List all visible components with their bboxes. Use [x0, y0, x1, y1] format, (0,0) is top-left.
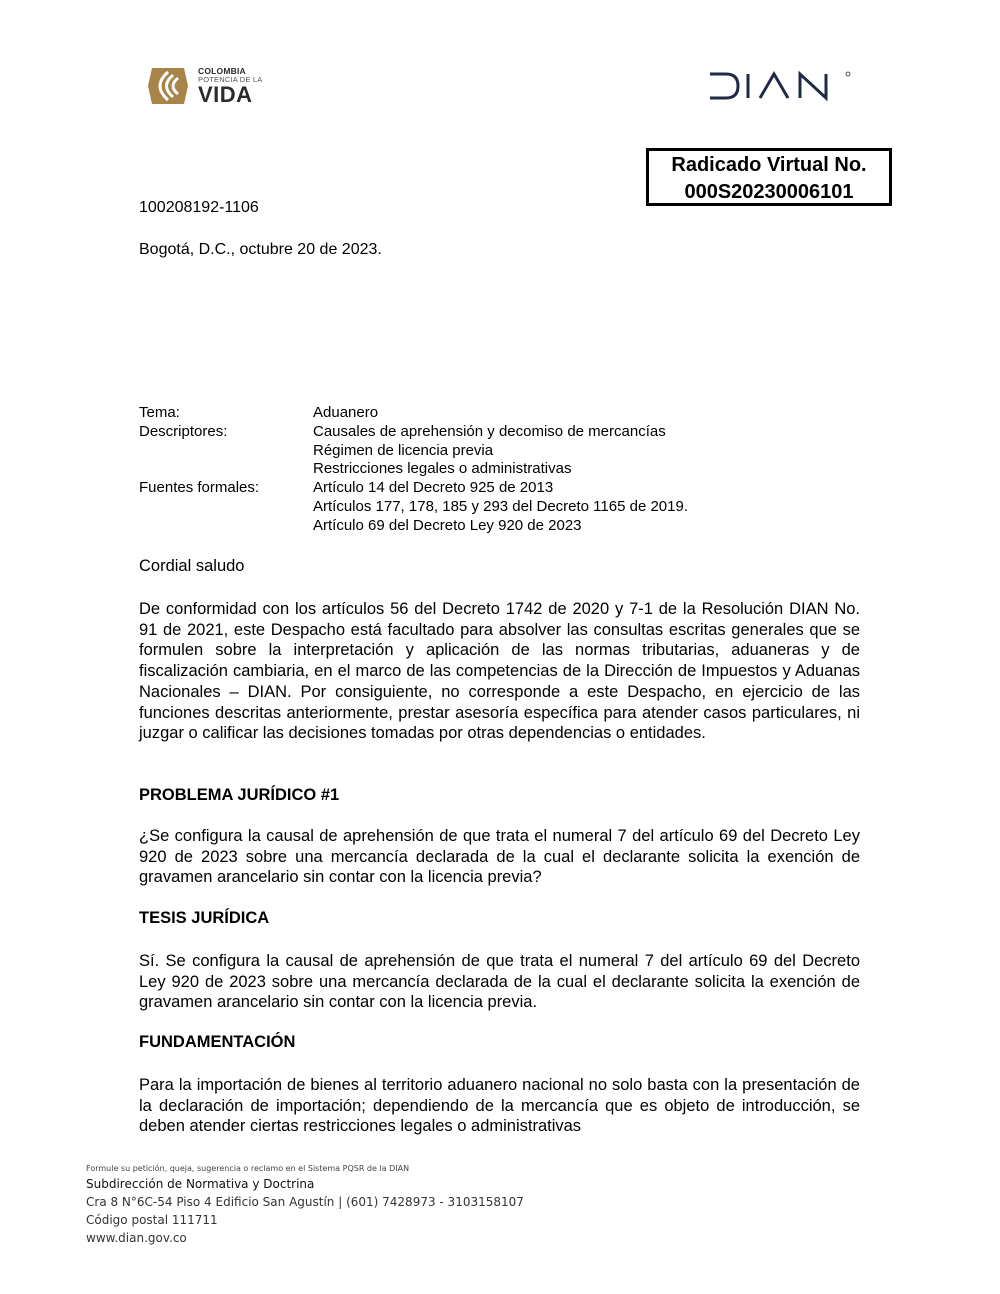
- meta-row-descriptores: [139, 423, 839, 442]
- date-line: Bogotá, D.C., octubre 20 de 2023.: [139, 241, 382, 258]
- paragraph-thesis: Sí. Se configura la causal de aprehensión de que trata el numeral 7 del artículo 69 del Decreto Ley 920 de 2023 sobre una mercancía declarada de la cual el declarante solicita la exención de gravamen arancelario sin contar con la licencia previa.: [139, 952, 860, 1012]
- descriptor-item: Régimen de licencia previa: [313, 441, 494, 459]
- colombia-logo-mark-icon: [148, 66, 190, 106]
- heading-tesis-juridica: TESIS JURÍDICA: [139, 909, 270, 927]
- heading-problema-juridico: PROBLEMA JURÍDICO #1: [139, 786, 340, 804]
- tema-value: Aduanero: [313, 404, 379, 421]
- descriptor-item: Causales de aprehensión y decomiso de mercancías: [313, 422, 666, 440]
- radicado-label: Radicado Virtual No.: [671, 154, 867, 176]
- paragraph-competence: De conformidad con los artículos 56 del Decreto 1742 de 2020 y 7-1 de la Resolución DIAN No. 91 de 2021, este Despacho está facultado para absolver las consultas escritas generales que se formulen sobre la interpretación y aplicación de las normas tributarias, aduaneras y de fiscalización cambiaria, en el marco de las competencias de la Dirección de Impuestos y Aduanas Nacionales – DIAN. Por consiguiente, no corresponde a este Despacho, en ejercicio de las funciones descritas anteriormente, prestar asesoría específica para atender casos particulares, ni juzgar o calificar las decisiones tomadas por otras dependencias o entidades.: [139, 600, 860, 743]
- meta-row: [139, 517, 839, 536]
- descriptor-item: Restricciones legales o administrativas: [313, 460, 572, 478]
- paragraph-problem: ¿Se configura la causal de aprehensión de que trata el numeral 7 del artículo 69 del Decreto Ley 920 de 2023 sobre una mercancía declarada de la cual el declarante solicita la exención de gravamen arancelario sin contar con la licencia previa?: [139, 827, 860, 887]
- footer-address: Cra 8 N°6C-54 Piso 4 Edificio San Agustín | (601) 7428973 - 3103158107: [86, 1195, 524, 1209]
- meta-row: [139, 460, 839, 479]
- radicado-box: [646, 148, 892, 206]
- meta-row-fuentes: [139, 479, 839, 498]
- fuente-item: Artículo 14 del Decreto 925 de 2013: [313, 479, 554, 497]
- meta-row: [139, 498, 839, 517]
- footer-office: Subdirección de Normativa y Doctrina: [86, 1177, 315, 1191]
- dian-logo: [708, 70, 853, 102]
- fuente-item: Artículos 177, 178, 185 y 293 del Decreto 1165 de 2019.: [313, 497, 688, 515]
- logo-text-colombia: COLOMBIA: [198, 66, 246, 76]
- fuente-item: Artículo 69 del Decreto Ley 920 de 2023: [313, 516, 582, 534]
- reference-number: 100208192-1106: [139, 199, 259, 216]
- footer-postal-code: Código postal 111711: [86, 1213, 218, 1227]
- tema-label: Tema:: [139, 404, 180, 421]
- meta-row: [139, 442, 839, 461]
- colombia-potencia-logo: [148, 64, 268, 108]
- paragraph-fundamentacion: Para la importación de bienes al territorio aduanero nacional no solo basta con la presentación de la declaración de importación; dependiendo de la mercancía que es objeto de introducción, se deben atender ciertas restricciones legales o administrativas: [139, 1076, 860, 1136]
- footer-pqsr-note: Formule su petición, queja, sugerencia o reclamo en el Sistema PQSR de la DIAN: [86, 1164, 410, 1173]
- descriptores-label: Descriptores:: [139, 422, 228, 440]
- radicado-number: 000S20230006101: [684, 181, 854, 203]
- metadata-block: [139, 404, 839, 536]
- fuentes-label: Fuentes formales:: [139, 479, 260, 497]
- greeting: Cordial saludo: [139, 557, 245, 575]
- logo-text-vida: VIDA: [198, 82, 253, 107]
- footer-website-link[interactable]: www.dian.gov.co: [86, 1231, 187, 1245]
- logo-text-potencia: POTENCIA DE LA: [198, 75, 263, 84]
- heading-fundamentacion: FUNDAMENTACIÓN: [139, 1033, 296, 1051]
- meta-row-tema: [139, 404, 839, 423]
